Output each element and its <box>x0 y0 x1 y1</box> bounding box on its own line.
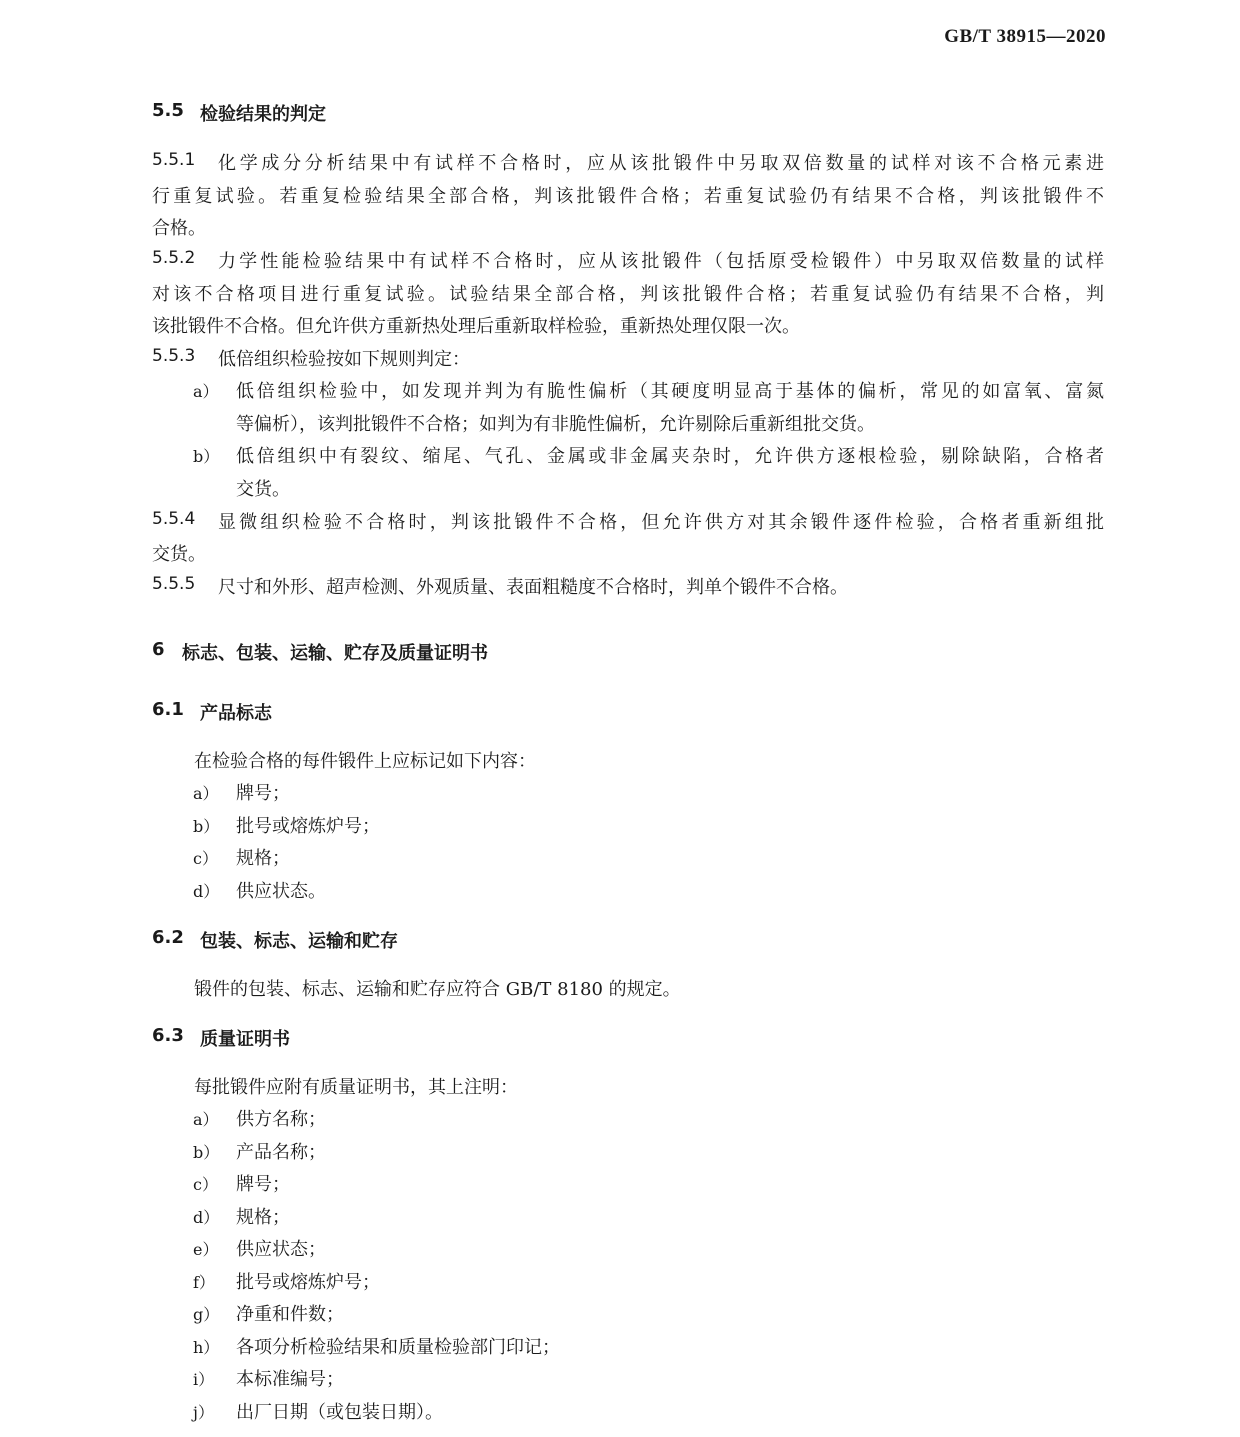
paragraph-line: 力学性能检验结果中有试样不合格时，应从该批锻件（包括原受检锻件）中另取双倍数量的试样 <box>218 251 1104 272</box>
list-label: b） <box>193 817 220 836</box>
list-item: 供方名称； <box>236 1109 326 1130</box>
list-item: 供应状态。 <box>236 881 326 902</box>
list-label: b） <box>193 447 220 466</box>
clause-number: 5.5.5 <box>152 574 196 594</box>
paragraph-line: 在检验合格的每件锻件上应标记如下内容： <box>194 751 536 772</box>
paragraph-line: 交货。 <box>152 544 206 565</box>
list-label: d） <box>193 1208 220 1227</box>
list-item: 本标准编号； <box>236 1369 344 1390</box>
section-number: 6 <box>152 639 165 660</box>
list-label: a） <box>193 784 219 803</box>
paragraph-line: 化学成分分析结果中有试样不合格时，应从该批锻件中另取双倍数量的试样对该不合格元素进 <box>218 153 1104 174</box>
list-label: c） <box>193 1175 218 1194</box>
list-item: 规格； <box>236 1207 290 1228</box>
section-title: 包装、标志、运输和贮存 <box>200 931 398 952</box>
paragraph-line: 显微组织检验不合格时，判该批锻件不合格，但允许供方对其余锻件逐件检验，合格者重新组批 <box>218 512 1104 533</box>
list-item: 牌号； <box>236 783 290 804</box>
list-item-line: 等偏析），该判批锻件不合格；如判为有非脆性偏析，允许剔除后重新组批交货。 <box>236 414 875 435</box>
clause-number: 5.5.3 <box>152 346 196 366</box>
paragraph-line: 该批锻件不合格。但允许供方重新热处理后重新取样检验，重新热处理仅限一次。 <box>152 316 800 337</box>
paragraph-line: 低倍组织检验按如下规则判定： <box>218 349 470 370</box>
list-label: i） <box>193 1370 215 1389</box>
list-label: e） <box>193 1240 219 1259</box>
section-title: 检验结果的判定 <box>200 104 326 125</box>
list-item-line: 交货。 <box>236 479 290 500</box>
list-item-line: 低倍组织检验中，如发现并判为有脆性偏析（其硬度明显高于基体的偏析，常见的如富氧、富氮 <box>236 381 1104 402</box>
clause-number: 5.5.1 <box>152 150 196 170</box>
list-item: 供应状态； <box>236 1239 326 1260</box>
list-label: c） <box>193 849 218 868</box>
section-number: 6.3 <box>152 1025 184 1046</box>
section-title: 标志、包装、运输、贮存及质量证明书 <box>182 643 488 664</box>
list-label: a） <box>193 382 219 401</box>
paragraph-line: 对该不合格项目进行重复试验。试验结果全部合格，判该批锻件合格；若重复试验仍有结果不合格，判 <box>152 284 1104 305</box>
list-label: b） <box>193 1143 220 1162</box>
list-label: a） <box>193 1110 219 1129</box>
list-item: 产品名称； <box>236 1142 326 1163</box>
paragraph-line: 每批锻件应附有质量证明书，其上注明： <box>194 1077 518 1098</box>
list-item: 净重和件数； <box>236 1304 344 1325</box>
list-item: 批号或熔炼炉号； <box>236 1272 380 1293</box>
list-label: d） <box>193 882 220 901</box>
list-label: h） <box>193 1338 220 1357</box>
paragraph-line: 行重复试验。若重复检验结果全部合格，判该批锻件合格；若重复试验仍有结果不合格，判该批锻件不 <box>152 186 1104 207</box>
clause-number: 5.5.4 <box>152 509 196 529</box>
standard-code: GB/T 38915—2020 <box>944 26 1106 47</box>
section-number: 6.1 <box>152 699 184 720</box>
section-title: 产品标志 <box>200 703 272 724</box>
list-item: 牌号； <box>236 1174 290 1195</box>
list-item: 批号或熔炼炉号； <box>236 816 380 837</box>
list-label: g） <box>193 1305 220 1324</box>
list-label: j） <box>193 1403 214 1422</box>
list-item: 出厂日期（或包装日期）。 <box>236 1402 443 1423</box>
section-title: 质量证明书 <box>200 1029 290 1050</box>
clause-number: 5.5.2 <box>152 248 196 268</box>
paragraph-line: 合格。 <box>152 218 206 239</box>
paragraph-line: 尺寸和外形、超声检测、外观质量、表面粗糙度不合格时，判单个锻件不合格。 <box>218 577 848 598</box>
paragraph-line: 锻件的包装、标志、运输和贮存应符合 GB/T 8180 的规定。 <box>194 979 681 1000</box>
section-number: 5.5 <box>152 100 184 121</box>
list-item: 规格； <box>236 848 290 869</box>
list-item-line: 低倍组织中有裂纹、缩尾、气孔、金属或非金属夹杂时，允许供方逐根检验，剔除缺陷，合格者 <box>236 446 1104 467</box>
list-label: f） <box>193 1273 215 1292</box>
section-number: 6.2 <box>152 927 184 948</box>
list-item: 各项分析检验结果和质量检验部门印记； <box>236 1337 560 1358</box>
